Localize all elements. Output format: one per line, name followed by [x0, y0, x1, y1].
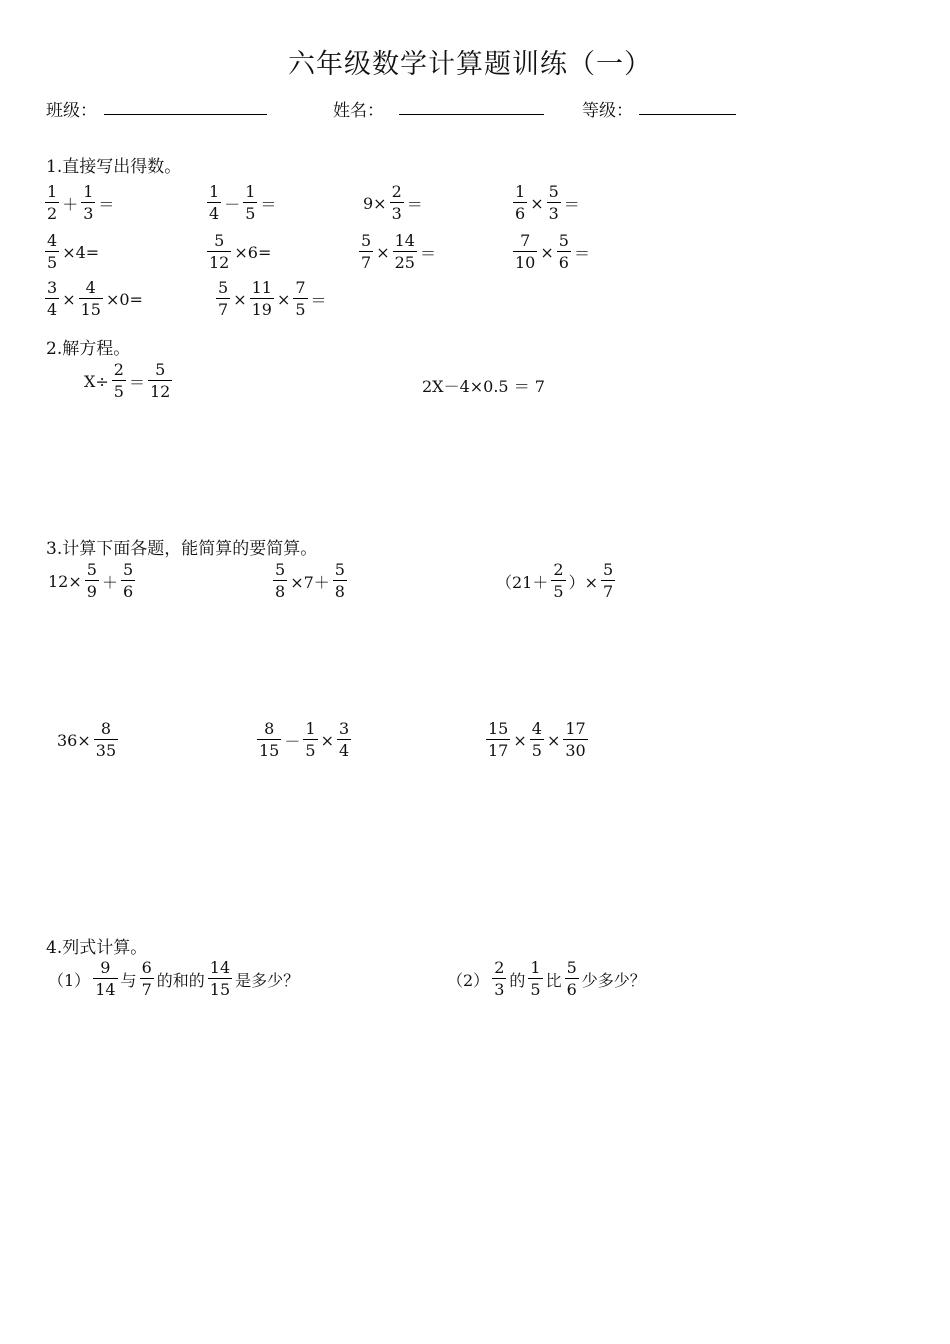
numerator: 1: [530, 958, 541, 977]
numerator: 5: [602, 560, 614, 579]
denominator: 25: [394, 253, 415, 272]
numerator: 17: [565, 719, 586, 738]
expression-text: ＋: [62, 194, 79, 214]
numerator: 5: [558, 231, 569, 250]
numerator: 1: [209, 182, 220, 201]
expression: [358, 233, 438, 271]
expression-text: ×6=: [234, 242, 272, 262]
numerator: 1: [83, 182, 94, 201]
denominator: 3: [548, 204, 559, 223]
denominator: 19: [251, 300, 272, 319]
fraction: [45, 233, 59, 271]
numerator: 5: [218, 278, 229, 297]
denominator: 5: [531, 741, 542, 760]
fraction: [293, 280, 307, 318]
denominator: 5: [47, 253, 58, 272]
numerator: 11: [251, 278, 272, 297]
expression: [44, 233, 101, 271]
expression-text: （1）: [48, 970, 91, 990]
expression-text: ＝: [406, 194, 423, 214]
expression: [46, 960, 301, 998]
expression-text: ×: [233, 289, 247, 309]
expression-text: －: [224, 194, 241, 214]
fraction: [45, 184, 59, 222]
denominator: 3: [83, 204, 94, 223]
denominator: 12: [209, 253, 230, 272]
numerator: 2: [494, 958, 505, 977]
fraction: [528, 960, 542, 998]
denominator: 17: [488, 741, 509, 760]
denominator: 8: [275, 582, 286, 601]
class-blank: [104, 114, 267, 115]
denominator: 30: [565, 741, 586, 760]
expression-text: ）×: [568, 572, 598, 592]
denominator: 35: [95, 741, 117, 760]
expression-text: 的: [509, 970, 526, 990]
numerator: 14: [394, 231, 415, 250]
expression: [82, 362, 173, 400]
numerator: 7: [295, 278, 306, 297]
fraction: [337, 721, 351, 759]
fraction: [216, 280, 230, 318]
numerator: 1: [305, 719, 316, 738]
fraction: [557, 233, 571, 271]
fraction: [243, 184, 257, 222]
numerator: 2: [553, 560, 564, 579]
fraction: [565, 960, 579, 998]
expression: [55, 721, 119, 759]
denominator: 4: [338, 741, 350, 760]
fraction: [273, 562, 287, 600]
fraction: [601, 562, 615, 600]
numerator: 5: [275, 560, 286, 579]
expression-text: 是多少？: [235, 970, 300, 990]
numerator: 5: [566, 958, 577, 977]
expression-text: ×: [320, 730, 334, 750]
expression-text: 少多少？: [581, 970, 646, 990]
fraction: [563, 721, 587, 759]
section-2-heading: 2.解方程。: [46, 339, 131, 359]
expression: [494, 562, 616, 600]
expression: [361, 184, 425, 222]
numerator: 5: [214, 231, 225, 250]
expression: [512, 184, 582, 222]
fraction: [333, 562, 347, 600]
numerator: 5: [548, 182, 559, 201]
denominator: 12: [150, 382, 171, 401]
numerator: 3: [338, 719, 350, 738]
fraction: [513, 184, 527, 222]
expression-text: 9×: [363, 193, 387, 213]
fraction: [93, 960, 117, 998]
expression-text: ＝: [310, 290, 327, 310]
fraction: [530, 721, 544, 759]
page-title: 六年级数学计算题训练（一）: [288, 49, 652, 80]
denominator: 4: [47, 300, 58, 319]
fraction: [390, 184, 404, 222]
denominator: 7: [141, 980, 152, 999]
denominator: 2: [47, 204, 58, 223]
expression-text: 与: [120, 970, 137, 990]
denominator: 7: [218, 300, 229, 319]
numerator: 9: [100, 958, 111, 977]
denominator: 6: [566, 980, 577, 999]
denominator: 10: [515, 253, 536, 272]
numerator: 5: [361, 231, 372, 250]
fraction: [486, 721, 510, 759]
numerator: 4: [531, 719, 542, 738]
numerator: 6: [141, 958, 152, 977]
expression-text: ×4=: [62, 242, 100, 262]
numerator: 5: [122, 560, 134, 579]
fraction: [94, 721, 118, 759]
expression-text: 36×: [57, 730, 91, 750]
expression-text: ×7＋: [290, 572, 330, 592]
expression: [215, 280, 329, 318]
numerator: 5: [155, 360, 166, 379]
fraction: [393, 233, 417, 271]
numerator: 1: [245, 182, 256, 201]
fraction: [547, 184, 561, 222]
fraction: [551, 562, 565, 600]
expression-text: ×: [530, 193, 544, 213]
denominator: 3: [391, 204, 402, 223]
expression: [44, 184, 116, 222]
denominator: 6: [515, 204, 526, 223]
denominator: 3: [494, 980, 505, 999]
fraction: [303, 721, 317, 759]
expression-text: 12×: [48, 571, 82, 591]
expression-text: ×: [546, 730, 561, 750]
numerator: 8: [100, 719, 112, 738]
denominator: 7: [602, 582, 614, 601]
numerator: 4: [85, 278, 96, 297]
expression: [206, 184, 278, 222]
numerator: 14: [209, 958, 231, 977]
expression: [512, 233, 592, 271]
fraction: [207, 233, 231, 271]
denominator: 5: [553, 582, 564, 601]
expression: [206, 233, 273, 271]
numerator: 15: [488, 719, 509, 738]
fraction: [140, 960, 154, 998]
expression-text: ＝: [128, 372, 145, 392]
expression-text: －: [284, 731, 301, 751]
section-4-heading: 4.列式计算。: [46, 938, 148, 958]
denominator: 9: [86, 582, 97, 601]
fraction: [81, 184, 95, 222]
fraction: [79, 280, 103, 318]
fraction: [359, 233, 373, 271]
fraction: [121, 562, 135, 600]
fraction: [45, 280, 59, 318]
expression-text: 的和的: [156, 970, 205, 990]
expression-text: ＝: [260, 194, 277, 214]
expression: [445, 960, 648, 998]
denominator: 4: [209, 204, 220, 223]
expression: [46, 562, 136, 600]
expression: [44, 280, 145, 318]
denominator: 6: [558, 253, 569, 272]
numerator: 1: [47, 182, 58, 201]
fraction: [207, 184, 221, 222]
fraction: [513, 233, 537, 271]
expression-text: ×: [540, 242, 554, 262]
numerator: 7: [520, 231, 531, 250]
expression-text: （21＋: [496, 572, 549, 592]
expression-text: 2X－4×0.5 ＝ 7: [422, 377, 545, 396]
expression: [272, 562, 348, 600]
denominator: 14: [95, 980, 116, 999]
section-3-heading: 3.计算下面各题，能简算的要简算。: [46, 539, 318, 559]
expression: [256, 721, 352, 759]
denominator: 7: [361, 253, 372, 272]
denominator: 5: [305, 741, 316, 760]
expression-text: ×: [276, 289, 291, 309]
expression: [420, 374, 547, 397]
class-label: 班级：: [46, 101, 97, 121]
numerator: 8: [264, 719, 275, 738]
denominator: 8: [334, 582, 345, 601]
denominator: 6: [122, 582, 134, 601]
expression-text: ×: [62, 289, 76, 309]
expression-text: （2）: [447, 970, 490, 990]
expression-text: 比: [545, 970, 562, 990]
expression-text: ×: [376, 242, 390, 262]
denominator: 15: [80, 300, 101, 319]
name-blank: [399, 114, 544, 115]
numerator: 5: [86, 560, 97, 579]
expression-text: ＝: [563, 194, 580, 214]
fraction: [257, 721, 281, 759]
expression-text: X÷: [84, 371, 109, 391]
fraction: [492, 960, 506, 998]
expression-text: ＋: [101, 572, 118, 592]
section-1-heading: 1.直接写出得数。: [46, 157, 182, 177]
numerator: 1: [515, 182, 526, 201]
expression-text: ＝: [419, 243, 436, 263]
expression: [485, 721, 589, 759]
numerator: 4: [47, 231, 58, 250]
fraction: [250, 280, 274, 318]
fraction: [148, 362, 172, 400]
grade-blank: [639, 114, 736, 115]
denominator: 15: [259, 741, 280, 760]
numerator: 5: [334, 560, 345, 579]
denominator: 5: [113, 382, 124, 401]
denominator: 5: [530, 980, 541, 999]
fraction: [112, 362, 126, 400]
fraction: [208, 960, 232, 998]
name-label: 姓名：: [333, 101, 384, 121]
denominator: 15: [209, 980, 231, 999]
expression-text: ×0=: [105, 289, 143, 309]
denominator: 5: [245, 204, 256, 223]
numerator: 3: [47, 278, 58, 297]
numerator: 2: [113, 360, 124, 379]
denominator: 5: [295, 300, 306, 319]
grade-label: 等级：: [582, 101, 633, 121]
numerator: 2: [391, 182, 402, 201]
expression-text: ×: [513, 730, 527, 750]
expression-text: ＝: [98, 194, 115, 214]
fraction: [85, 562, 99, 600]
expression-text: ＝: [573, 243, 590, 263]
